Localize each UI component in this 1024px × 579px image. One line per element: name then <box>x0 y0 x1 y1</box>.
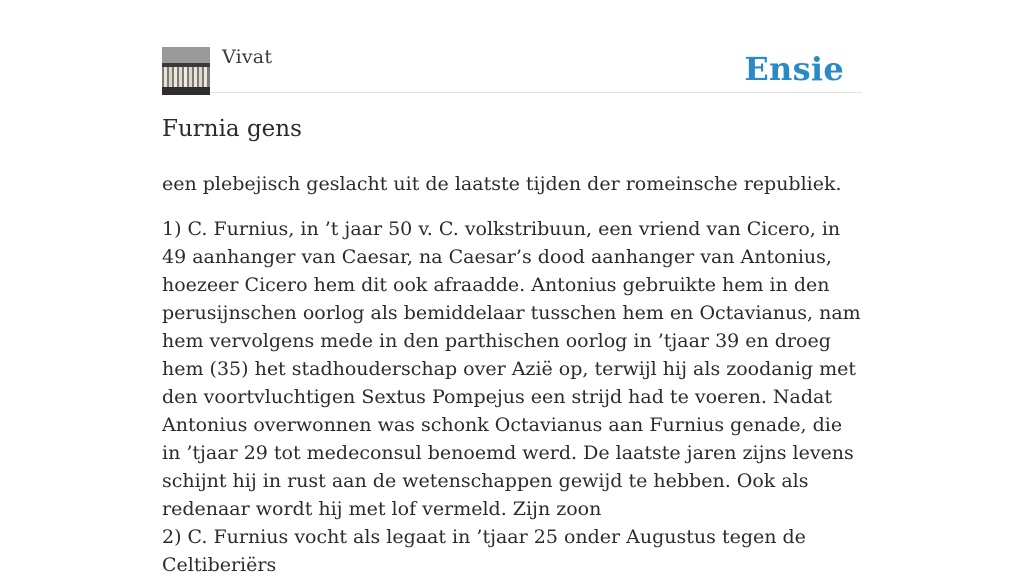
article-lead: een plebejisch geslacht uit de laatste tijden der romeinsche republiek. <box>162 173 842 195</box>
author-name[interactable]: Vivat <box>222 46 273 68</box>
article-body <box>162 215 862 579</box>
avatar-image <box>162 47 210 95</box>
ensie-logo[interactable]: Ensie <box>744 50 844 88</box>
article-card <box>162 0 862 576</box>
article-paragraph: 1) C. Furnius, in ’t jaar 50 v. C. volkstribuun, een vriend van Cicero, in 49 aanhanger van Caesar, na Caesar’s dood aanhanger van Antonius, hoezeer Cicero hem dit ook afraadde. Antonius gebruikte hem in den perusijnschen oorlog als bemiddelaar tusschen hem en Octavianus, nam hem vervolgens mede in den parthischen oorlog in ’tjaar 39 en droeg hem (35) het stadhouderschap over Azië op, terwijl hij als zoodanig met den voortvluchtigen Sextus Pompejus een strijd had te voeren. Nadat Antonius overwonnen was schonk Octavianus aan Furnius genade, die in ’tjaar 29 tot medeconsul benoemd werd. De laatste jaren zijns levens schijnt hij in rust aan de wetenschappen gewijd te hebben. Ook als redenaar wordt hij met lof vermeld. Zijn zoon <box>162 218 861 520</box>
author-avatar[interactable] <box>162 47 210 95</box>
page-title: Furnia gens <box>162 116 302 142</box>
article-paragraph: 2) C. Furnius vocht als legaat in ’tjaar 25 onder Augustus tegen de Celtiberiërs <box>162 526 806 576</box>
article-header <box>162 0 862 93</box>
